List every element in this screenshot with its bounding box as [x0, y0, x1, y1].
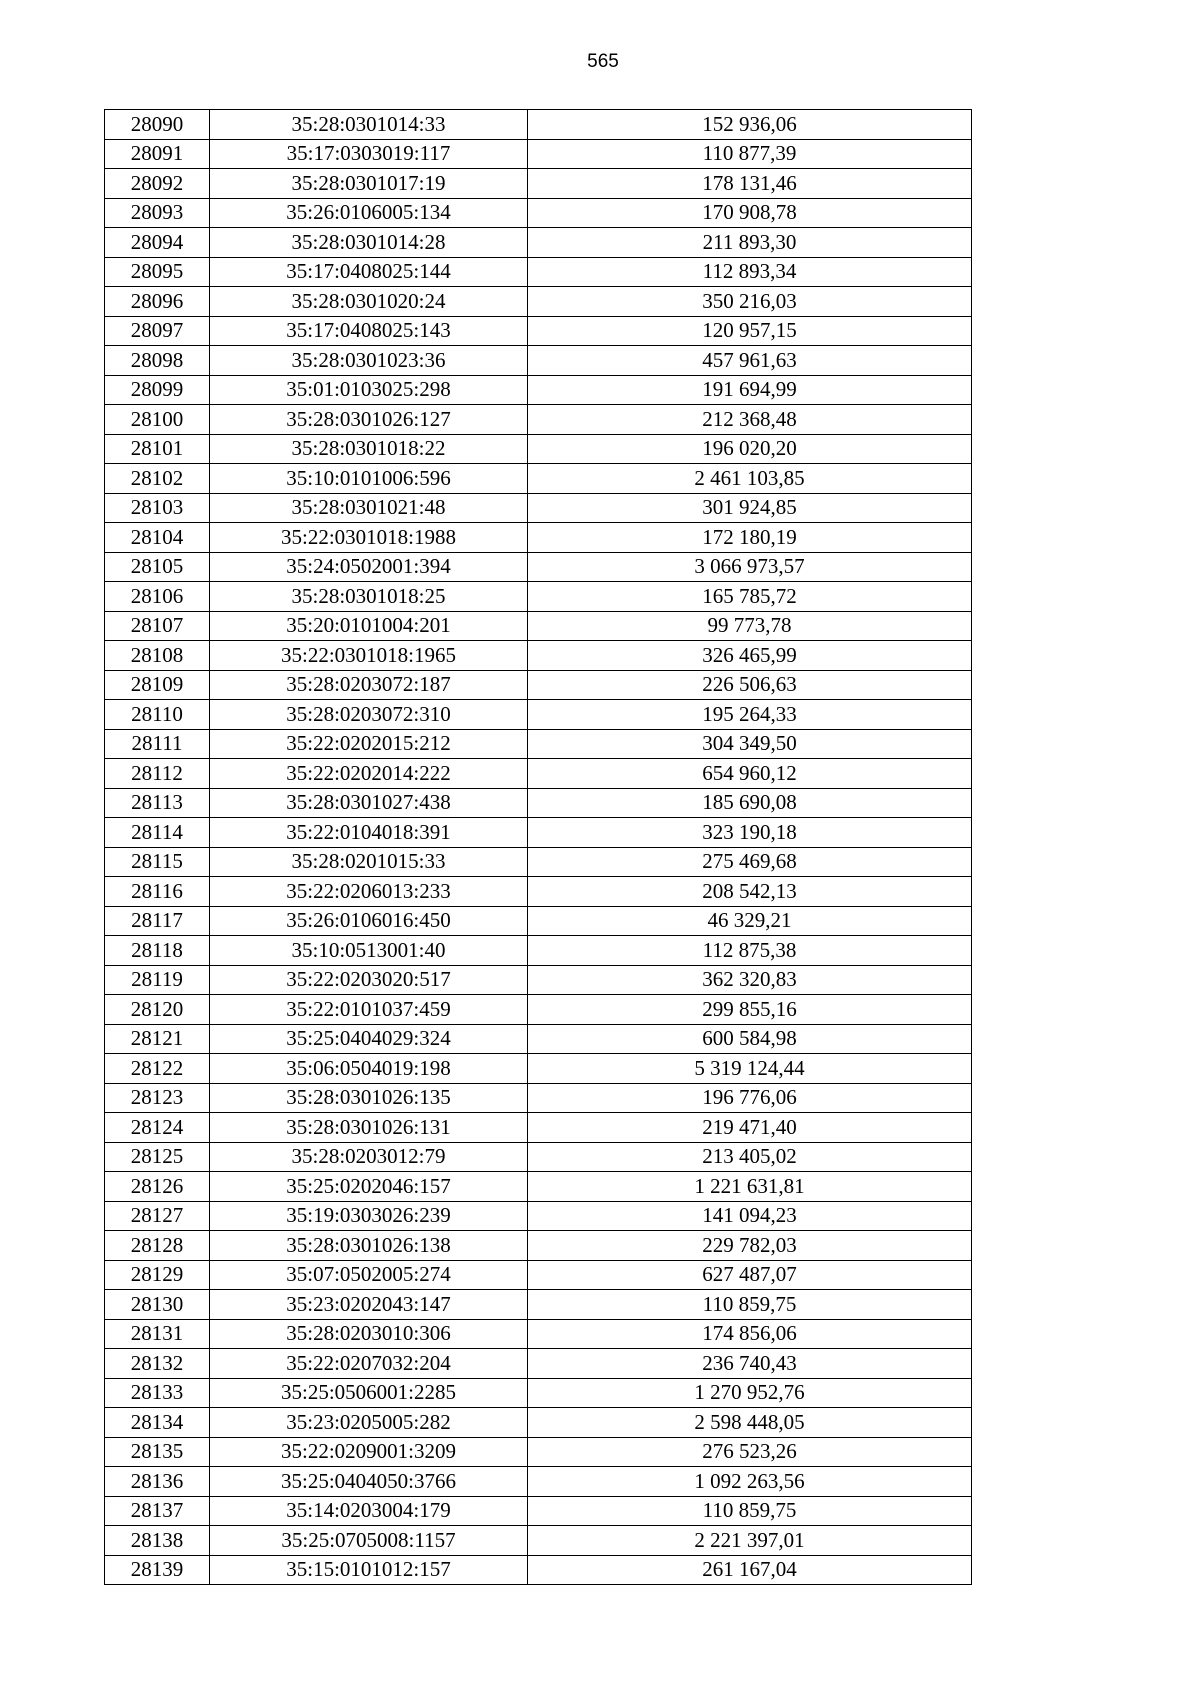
cadastral-number-cell: 35:07:0502005:274: [210, 1260, 528, 1290]
table-row: [105, 1496, 972, 1526]
cadastral-number-cell: 35:26:0106005:134: [210, 198, 528, 228]
row-number-cell: 28108: [105, 641, 210, 671]
value-cell: 3 066 973,57: [528, 552, 972, 582]
row-number-cell: 28126: [105, 1172, 210, 1202]
row-number-cell: 28127: [105, 1201, 210, 1231]
row-number-cell: 28111: [105, 729, 210, 759]
table-row: [105, 1408, 972, 1438]
table-row: [105, 110, 972, 140]
cadastral-number-cell: 35:28:0301017:19: [210, 169, 528, 199]
value-cell: 110 859,75: [528, 1496, 972, 1526]
cadastral-number-cell: 35:28:0301026:138: [210, 1231, 528, 1261]
row-number-cell: 28130: [105, 1290, 210, 1320]
table-row: [105, 1024, 972, 1054]
row-number-cell: 28132: [105, 1349, 210, 1379]
table-row: [105, 257, 972, 287]
value-cell: 112 893,34: [528, 257, 972, 287]
row-number-cell: 28096: [105, 287, 210, 317]
table-row: [105, 906, 972, 936]
row-number-cell: 28106: [105, 582, 210, 612]
value-cell: 1 270 952,76: [528, 1378, 972, 1408]
table-row: [105, 818, 972, 848]
cadastral-number-cell: 35:28:0301014:33: [210, 110, 528, 140]
row-number-cell: 28117: [105, 906, 210, 936]
table-row: [105, 1378, 972, 1408]
row-number-cell: 28123: [105, 1083, 210, 1113]
table-row: [105, 1054, 972, 1084]
value-cell: 191 694,99: [528, 375, 972, 405]
cadastral-number-cell: 35:19:0303026:239: [210, 1201, 528, 1231]
row-number-cell: 28118: [105, 936, 210, 966]
cadastral-number-cell: 35:28:0201015:33: [210, 847, 528, 877]
table-row: [105, 877, 972, 907]
table-row: [105, 1555, 972, 1585]
table-row: [105, 641, 972, 671]
cadastral-number-cell: 35:20:0101004:201: [210, 611, 528, 641]
cadastral-number-cell: 35:15:0101012:157: [210, 1555, 528, 1585]
value-cell: 2 221 397,01: [528, 1526, 972, 1556]
row-number-cell: 28131: [105, 1319, 210, 1349]
table-row: [105, 1290, 972, 1320]
table-row: [105, 1142, 972, 1172]
cadastral-number-cell: 35:01:0103025:298: [210, 375, 528, 405]
table-row: [105, 582, 972, 612]
table-row: [105, 552, 972, 582]
value-cell: 212 368,48: [528, 405, 972, 435]
value-cell: 236 740,43: [528, 1349, 972, 1379]
cadastral-number-cell: 35:25:0404029:324: [210, 1024, 528, 1054]
value-cell: 2 598 448,05: [528, 1408, 972, 1438]
table-row: [105, 523, 972, 553]
cadastral-number-cell: 35:22:0209001:3209: [210, 1437, 528, 1467]
row-number-cell: 28116: [105, 877, 210, 907]
table-row: [105, 1349, 972, 1379]
cadastral-number-cell: 35:10:0513001:40: [210, 936, 528, 966]
row-number-cell: 28139: [105, 1555, 210, 1585]
row-number-cell: 28109: [105, 670, 210, 700]
row-number-cell: 28102: [105, 464, 210, 494]
cadastral-number-cell: 35:22:0203020:517: [210, 965, 528, 995]
row-number-cell: 28091: [105, 139, 210, 169]
row-number-cell: 28128: [105, 1231, 210, 1261]
value-cell: 208 542,13: [528, 877, 972, 907]
value-cell: 276 523,26: [528, 1437, 972, 1467]
cadastral-number-cell: 35:28:0301023:36: [210, 346, 528, 376]
value-cell: 172 180,19: [528, 523, 972, 553]
value-cell: 165 785,72: [528, 582, 972, 612]
cadastral-number-cell: 35:28:0301027:438: [210, 788, 528, 818]
value-cell: 457 961,63: [528, 346, 972, 376]
row-number-cell: 28099: [105, 375, 210, 405]
table-row: [105, 405, 972, 435]
table-row: [105, 1260, 972, 1290]
value-cell: 99 773,78: [528, 611, 972, 641]
value-cell: 226 506,63: [528, 670, 972, 700]
table-row: [105, 611, 972, 641]
value-cell: 304 349,50: [528, 729, 972, 759]
row-number-cell: 28115: [105, 847, 210, 877]
row-number-cell: 28094: [105, 228, 210, 258]
value-cell: 627 487,07: [528, 1260, 972, 1290]
table-row: [105, 139, 972, 169]
row-number-cell: 28090: [105, 110, 210, 140]
row-number-cell: 28119: [105, 965, 210, 995]
data-table: [104, 109, 972, 1585]
value-cell: 301 924,85: [528, 493, 972, 523]
table-row: [105, 995, 972, 1025]
cadastral-number-cell: 35:10:0101006:596: [210, 464, 528, 494]
table-row: [105, 287, 972, 317]
cadastral-number-cell: 35:06:0504019:198: [210, 1054, 528, 1084]
cadastral-number-cell: 35:25:0202046:157: [210, 1172, 528, 1202]
value-cell: 350 216,03: [528, 287, 972, 317]
table-row: [105, 759, 972, 789]
cadastral-number-cell: 35:23:0205005:282: [210, 1408, 528, 1438]
cadastral-number-cell: 35:25:0705008:1157: [210, 1526, 528, 1556]
cadastral-number-cell: 35:25:0404050:3766: [210, 1467, 528, 1497]
cadastral-number-cell: 35:28:0301026:127: [210, 405, 528, 435]
value-cell: 46 329,21: [528, 906, 972, 936]
table-row: [105, 936, 972, 966]
table-row: [105, 375, 972, 405]
row-number-cell: 28092: [105, 169, 210, 199]
cadastral-number-cell: 35:22:0301018:1965: [210, 641, 528, 671]
page-number: 565: [587, 51, 619, 72]
table-row: [105, 1437, 972, 1467]
table-row: [105, 1083, 972, 1113]
value-cell: 196 776,06: [528, 1083, 972, 1113]
table-row: [105, 169, 972, 199]
value-cell: 299 855,16: [528, 995, 972, 1025]
cadastral-number-cell: 35:28:0301018:25: [210, 582, 528, 612]
cadastral-number-cell: 35:28:0203072:310: [210, 700, 528, 730]
value-cell: 185 690,08: [528, 788, 972, 818]
table-row: [105, 1526, 972, 1556]
row-number-cell: 28113: [105, 788, 210, 818]
row-number-cell: 28121: [105, 1024, 210, 1054]
value-cell: 326 465,99: [528, 641, 972, 671]
row-number-cell: 28122: [105, 1054, 210, 1084]
value-cell: 112 875,38: [528, 936, 972, 966]
value-cell: 1 221 631,81: [528, 1172, 972, 1202]
value-cell: 213 405,02: [528, 1142, 972, 1172]
row-number-cell: 28101: [105, 434, 210, 464]
table-row: [105, 228, 972, 258]
cadastral-number-cell: 35:17:0303019:117: [210, 139, 528, 169]
cadastral-number-cell: 35:22:0104018:391: [210, 818, 528, 848]
cadastral-number-cell: 35:22:0202015:212: [210, 729, 528, 759]
value-cell: 5 319 124,44: [528, 1054, 972, 1084]
cadastral-number-cell: 35:17:0408025:144: [210, 257, 528, 287]
table-row: [105, 1113, 972, 1143]
row-number-cell: 28129: [105, 1260, 210, 1290]
table-row: [105, 788, 972, 818]
row-number-cell: 28138: [105, 1526, 210, 1556]
row-number-cell: 28135: [105, 1437, 210, 1467]
row-number-cell: 28133: [105, 1378, 210, 1408]
table-row: [105, 198, 972, 228]
table-body: [105, 110, 972, 1585]
cadastral-number-cell: 35:25:0506001:2285: [210, 1378, 528, 1408]
table-row: [105, 1172, 972, 1202]
cadastral-number-cell: 35:28:0301026:131: [210, 1113, 528, 1143]
value-cell: 219 471,40: [528, 1113, 972, 1143]
cadastral-number-cell: 35:28:0301014:28: [210, 228, 528, 258]
cadastral-number-cell: 35:26:0106016:450: [210, 906, 528, 936]
cadastral-number-cell: 35:22:0101037:459: [210, 995, 528, 1025]
value-cell: 229 782,03: [528, 1231, 972, 1261]
value-cell: 174 856,06: [528, 1319, 972, 1349]
value-cell: 261 167,04: [528, 1555, 972, 1585]
table-row: [105, 1467, 972, 1497]
cadastral-number-cell: 35:24:0502001:394: [210, 552, 528, 582]
row-number-cell: 28124: [105, 1113, 210, 1143]
row-number-cell: 28134: [105, 1408, 210, 1438]
table-row: [105, 434, 972, 464]
table-row: [105, 847, 972, 877]
value-cell: 600 584,98: [528, 1024, 972, 1054]
row-number-cell: 28114: [105, 818, 210, 848]
table-row: [105, 1319, 972, 1349]
value-cell: 196 020,20: [528, 434, 972, 464]
row-number-cell: 28120: [105, 995, 210, 1025]
row-number-cell: 28136: [105, 1467, 210, 1497]
row-number-cell: 28098: [105, 346, 210, 376]
cadastral-number-cell: 35:22:0202014:222: [210, 759, 528, 789]
cadastral-number-cell: 35:28:0203072:187: [210, 670, 528, 700]
value-cell: 178 131,46: [528, 169, 972, 199]
value-cell: 170 908,78: [528, 198, 972, 228]
value-cell: 654 960,12: [528, 759, 972, 789]
cadastral-number-cell: 35:22:0207032:204: [210, 1349, 528, 1379]
value-cell: 211 893,30: [528, 228, 972, 258]
value-cell: 195 264,33: [528, 700, 972, 730]
row-number-cell: 28137: [105, 1496, 210, 1526]
cadastral-number-cell: 35:22:0301018:1988: [210, 523, 528, 553]
cadastral-number-cell: 35:22:0206013:233: [210, 877, 528, 907]
table-row: [105, 493, 972, 523]
value-cell: 323 190,18: [528, 818, 972, 848]
value-cell: 275 469,68: [528, 847, 972, 877]
cadastral-number-cell: 35:28:0301020:24: [210, 287, 528, 317]
cadastral-number-cell: 35:14:0203004:179: [210, 1496, 528, 1526]
cadastral-number-cell: 35:28:0301021:48: [210, 493, 528, 523]
table-row: [105, 700, 972, 730]
row-number-cell: 28100: [105, 405, 210, 435]
row-number-cell: 28105: [105, 552, 210, 582]
value-cell: 110 859,75: [528, 1290, 972, 1320]
table-row: [105, 670, 972, 700]
value-cell: 110 877,39: [528, 139, 972, 169]
table-row: [105, 1231, 972, 1261]
row-number-cell: 28093: [105, 198, 210, 228]
cadastral-number-cell: 35:28:0301018:22: [210, 434, 528, 464]
table-row: [105, 1201, 972, 1231]
table-row: [105, 316, 972, 346]
value-cell: 1 092 263,56: [528, 1467, 972, 1497]
value-cell: 2 461 103,85: [528, 464, 972, 494]
cadastral-number-cell: 35:23:0202043:147: [210, 1290, 528, 1320]
value-cell: 152 936,06: [528, 110, 972, 140]
row-number-cell: 28097: [105, 316, 210, 346]
table-row: [105, 346, 972, 376]
row-number-cell: 28103: [105, 493, 210, 523]
row-number-cell: 28110: [105, 700, 210, 730]
row-number-cell: 28095: [105, 257, 210, 287]
row-number-cell: 28104: [105, 523, 210, 553]
row-number-cell: 28125: [105, 1142, 210, 1172]
row-number-cell: 28112: [105, 759, 210, 789]
table-row: [105, 464, 972, 494]
value-cell: 362 320,83: [528, 965, 972, 995]
table-row: [105, 729, 972, 759]
cadastral-number-cell: 35:28:0203010:306: [210, 1319, 528, 1349]
value-cell: 141 094,23: [528, 1201, 972, 1231]
table-row: [105, 965, 972, 995]
row-number-cell: 28107: [105, 611, 210, 641]
value-cell: 120 957,15: [528, 316, 972, 346]
cadastral-number-cell: 35:28:0203012:79: [210, 1142, 528, 1172]
cadastral-number-cell: 35:28:0301026:135: [210, 1083, 528, 1113]
cadastral-number-cell: 35:17:0408025:143: [210, 316, 528, 346]
